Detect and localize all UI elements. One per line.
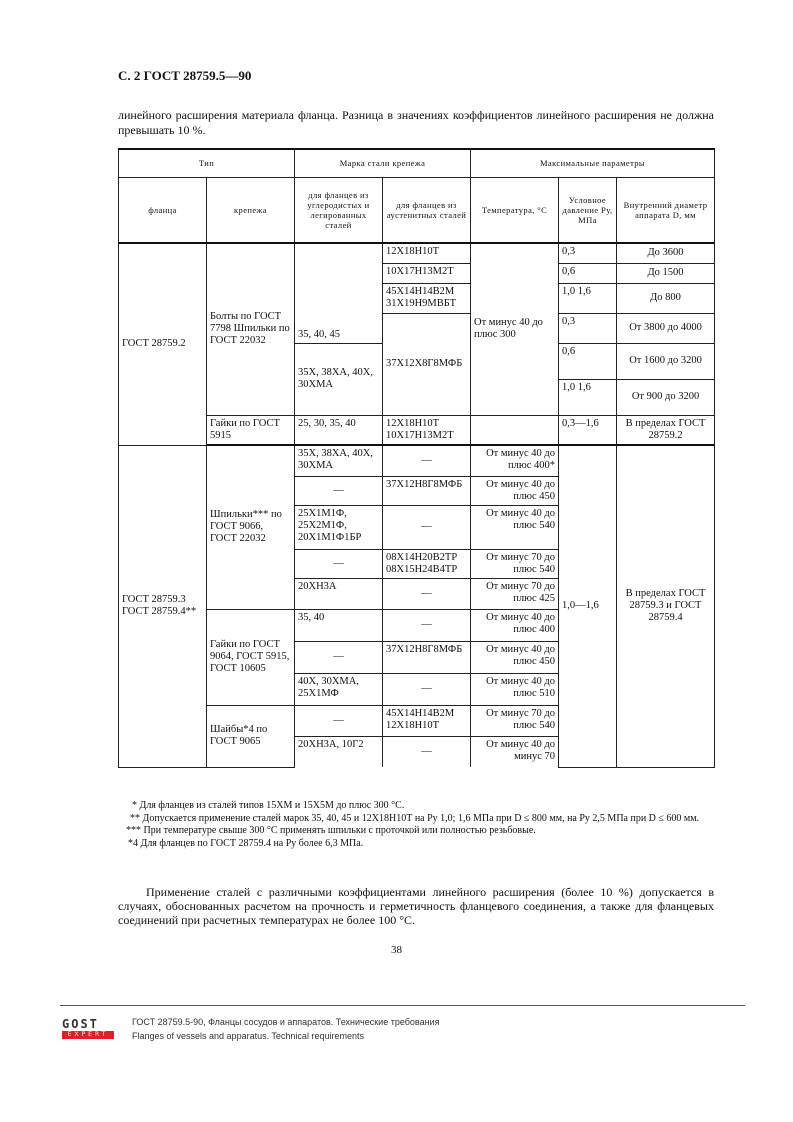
header-steel-grade: Марка стали крепежа [295, 149, 471, 177]
group1-flange: ГОСТ 28759.2 [119, 243, 207, 445]
footer-divider [60, 1005, 745, 1006]
table-row-temp: От минус 40 до плюс 540 [471, 505, 559, 549]
table-row-aus: — [383, 505, 471, 549]
table-row-carbon: — [295, 476, 383, 505]
table-row-aus: 08Х14Н20В2ТР 08Х15Н24В4ТР [383, 549, 471, 578]
diameter-2: До 1500 [617, 263, 715, 283]
table-row-aus: — [383, 673, 471, 705]
logo-expert-text: EXPERT [62, 1031, 114, 1039]
footnote-4: *4 Для фланцев по ГОСТ 28759.4 на Pу более 6,3 МПа. [128, 837, 364, 849]
footnotes [118, 800, 714, 850]
intro-paragraph: линейного расширения материала фланца. Разница в значениях коэффициентов линейного расширения не должна превышать 10 %. [118, 108, 714, 137]
table-row-carbon: — [295, 705, 383, 736]
table-row-aus: — [383, 609, 471, 641]
pressure-3: 1,0 1,6 [559, 283, 617, 313]
header-carbon-steel: для фланцев из углеродистых и легированных сталей [295, 177, 383, 243]
table-row-temp: От минус 40 до плюс 400* [471, 445, 559, 476]
table-row-temp: От минус 40 до плюс 450 [471, 476, 559, 505]
diameter-1: До 3600 [617, 243, 715, 263]
table-row-aus: — [383, 445, 471, 476]
group1-carbon-a: 35, 40, 45 [295, 243, 383, 343]
pressure-2: 0,6 [559, 263, 617, 283]
group1-nuts-temp [471, 415, 559, 445]
table-row-temp: От минус 40 до плюс 400 [471, 609, 559, 641]
group1-nuts-diameter: В пределах ГОСТ 28759.2 [617, 415, 715, 445]
table-row-aus: 37Х12Н8Г8МФБ [383, 641, 471, 673]
diameter-3: До 800 [617, 283, 715, 313]
table-row-temp: От минус 40 до плюс 450 [471, 641, 559, 673]
table-row-carbon: 35Х, 38ХА, 40Х, 30ХМА [295, 445, 383, 476]
footnote-1: * Для фланцев из сталей типов 15ХМ и 15Х5М до плюс 300 °С. [132, 800, 405, 811]
fastener-steel-table [118, 148, 715, 768]
table-row-temp: От минус 70 до плюс 540 [471, 549, 559, 578]
group2-pressure: 1,0—1,6 [559, 445, 617, 767]
diameter-6: От 900 до 3200 [617, 379, 715, 415]
group2-washers: Шайбы*4 по ГОСТ 9065 [207, 705, 295, 767]
group1-aus-4: 37Х12Х8Г8МФБ [383, 313, 471, 415]
footnote-2: ** Допускается применение сталей марок 35, 40, 45 и 12Х18Н10Т на Pу 1,0; 1,6 МПа при D ≤ 800 мм, на Pу 2,5 МПа при D ≤ 600 мм. [130, 812, 700, 824]
footer-title-en: Flanges of vessels and apparatus. Technical requirements [132, 1031, 364, 1041]
table-row-carbon: — [295, 549, 383, 578]
gost-expert-logo [62, 1018, 114, 1040]
group2-studs: Шпильки*** по ГОСТ 9066, ГОСТ 22032 [207, 445, 295, 609]
table-row-aus: — [383, 578, 471, 609]
group1-aus-1: 12Х18Н10Т [383, 243, 471, 263]
group1-nuts-carbon: 25, 30, 35, 40 [295, 415, 383, 445]
table-row-carbon: 20ХН3А, 10Г2 [295, 736, 383, 767]
header-fastener: крепежа [207, 177, 295, 243]
header-flange: фланца [119, 177, 207, 243]
header-pressure: Условное давление Pу, МПа [559, 177, 617, 243]
header-diameter: Внутренний диаметр аппарата D, мм [617, 177, 715, 243]
table-row-aus: 37Х12Н8Г8МФБ [383, 476, 471, 505]
table-row-carbon: 20ХН3А [295, 578, 383, 609]
group1-bolts-studs: Болты по ГОСТ 7798 Шпильки по ГОСТ 22032 [207, 243, 295, 415]
table-row-carbon: 40Х, 30ХМА, 25Х1МФ [295, 673, 383, 705]
group1-temperature: От минус 40 до плюс 300 [471, 243, 559, 415]
table-row-aus: 45Х14Н14В2М 12Х18Н10Т [383, 705, 471, 736]
footer-title-ru: ГОСТ 28759.5-90, Фланцы сосудов и аппаратов. Технические требования [132, 1017, 440, 1027]
table-row-temp: От минус 70 до плюс 425 [471, 578, 559, 609]
table-row-temp: От минус 40 до плюс 510 [471, 673, 559, 705]
group2-flange: ГОСТ 28759.3 ГОСТ 28759.4** [119, 445, 207, 767]
table-row-aus: — [383, 736, 471, 767]
diameter-4: От 3800 до 4000 [617, 313, 715, 343]
pressure-1: 0,3 [559, 243, 617, 263]
diameter-5: От 1600 до 3200 [617, 343, 715, 379]
table-row-carbon: 25Х1М1Ф, 25Х2М1Ф, 20Х1М1Ф1БР [295, 505, 383, 549]
table-row-carbon: — [295, 641, 383, 673]
table-row-carbon: 35, 40 [295, 609, 383, 641]
group1-carbon-b: 35Х, 38ХА, 40Х, 30ХМА [295, 343, 383, 415]
group2-diameter: В пределах ГОСТ 28759.3 и ГОСТ 28759.4 [617, 445, 715, 767]
page-header: С. 2 ГОСТ 28759.5—90 [118, 68, 252, 83]
group2-nuts: Гайки по ГОСТ 9064, ГОСТ 5915, ГОСТ 10605 [207, 609, 295, 705]
page-number: 38 [391, 944, 402, 956]
pressure-6: 1,0 1,6 [559, 379, 617, 415]
header-type: Тип [119, 149, 295, 177]
pressure-4: 0,3 [559, 313, 617, 343]
closing-paragraph: Применение сталей с различными коэффициентами линейного расширения (более 10 %) допускается в случаях, обоснованных расчетом на прочность и герметичность фланцевого соединения, а также для фланцевых соединений при расчетных температурах не более 100 °С. [118, 885, 714, 927]
pressure-5: 0,6 [559, 343, 617, 379]
group1-nuts: Гайки по ГОСТ 5915 [207, 415, 295, 445]
header-austenitic-steel: для фланцев из аустенитных сталей [383, 177, 471, 243]
table-row-temp: От минус 70 до плюс 540 [471, 705, 559, 736]
header-temperature: Температура, °С [471, 177, 559, 243]
table-row-temp: От минус 40 до минус 70 [471, 736, 559, 767]
group1-nuts-pressure: 0,3—1,6 [559, 415, 617, 445]
footnote-3: *** При температуре свыше 300 °С применять шпильки с проточкой или полностью резьбовые. [126, 825, 536, 836]
group1-aus-3: 45Х14Н14В2М 31Х19Н9МВБТ [383, 283, 471, 313]
group1-nuts-aus: 12Х18Н10Т 10Х17Н13М2Т [383, 415, 471, 445]
header-max-params: Максимальные параметры [471, 149, 715, 177]
group1-aus-2: 10Х17Н13М2Т [383, 263, 471, 283]
logo-gost-text: GOST [62, 1017, 99, 1031]
